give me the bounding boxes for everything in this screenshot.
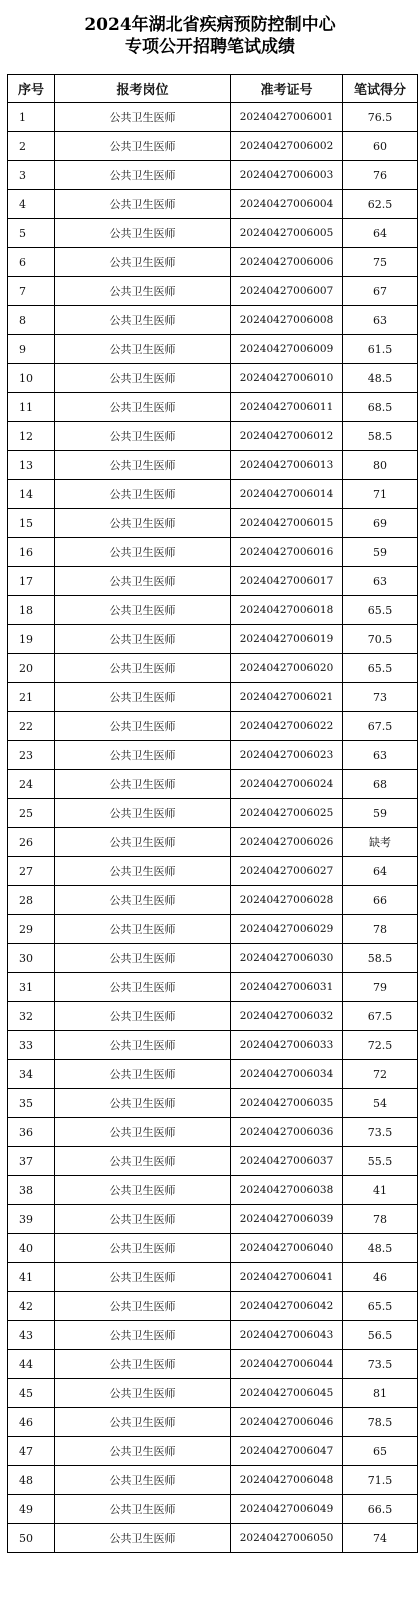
cell-seq: 22: [8, 712, 55, 741]
cell-position: 公共卫生医师: [55, 625, 231, 654]
table-row: [8, 509, 418, 538]
cell-ticket: 20240427006048: [231, 1466, 343, 1495]
cell-score: 68: [343, 770, 418, 799]
score-table: [7, 74, 418, 1553]
cell-ticket: 20240427006035: [231, 1089, 343, 1118]
cell-score: 65: [343, 1437, 418, 1466]
table-row: [8, 1524, 418, 1553]
cell-seq: 44: [8, 1350, 55, 1379]
table-row: [8, 161, 418, 190]
table-row: [8, 1350, 418, 1379]
title-line-2: 专项公开招聘笔试成绩: [125, 37, 295, 57]
cell-position: 公共卫生医师: [55, 248, 231, 277]
table-row: [8, 1089, 418, 1118]
cell-score: 80: [343, 451, 418, 480]
cell-position: 公共卫生医师: [55, 103, 231, 132]
cell-ticket: 20240427006047: [231, 1437, 343, 1466]
cell-ticket: 20240427006018: [231, 596, 343, 625]
cell-seq: 40: [8, 1234, 55, 1263]
cell-seq: 27: [8, 857, 55, 886]
cell-score: 67.5: [343, 1002, 418, 1031]
cell-score: 75: [343, 248, 418, 277]
cell-score: 63: [343, 306, 418, 335]
cell-position: 公共卫生医师: [55, 828, 231, 857]
table-row: [8, 480, 418, 509]
cell-ticket: 20240427006031: [231, 973, 343, 1002]
cell-seq: 17: [8, 567, 55, 596]
cell-ticket: 20240427006050: [231, 1524, 343, 1553]
table-body: [8, 103, 418, 1553]
cell-seq: 16: [8, 538, 55, 567]
table-row: [8, 219, 418, 248]
cell-seq: 15: [8, 509, 55, 538]
table-row: [8, 596, 418, 625]
cell-ticket: 20240427006037: [231, 1147, 343, 1176]
cell-position: 公共卫生医师: [55, 306, 231, 335]
table-row: [8, 625, 418, 654]
cell-ticket: 20240427006023: [231, 741, 343, 770]
cell-ticket: 20240427006001: [231, 103, 343, 132]
cell-position: 公共卫生医师: [55, 1002, 231, 1031]
cell-score: 41: [343, 1176, 418, 1205]
cell-seq: 19: [8, 625, 55, 654]
cell-score: 55.5: [343, 1147, 418, 1176]
cell-position: 公共卫生医师: [55, 944, 231, 973]
table-row: [8, 828, 418, 857]
table-row: [8, 422, 418, 451]
header-ticket: 准考证号: [231, 75, 343, 103]
cell-seq: 38: [8, 1176, 55, 1205]
cell-seq: 10: [8, 364, 55, 393]
cell-score: 46: [343, 1263, 418, 1292]
cell-position: 公共卫生医师: [55, 1263, 231, 1292]
table-row: [8, 567, 418, 596]
header-position: 报考岗位: [55, 75, 231, 103]
header-score: 笔试得分: [343, 75, 418, 103]
cell-score: 缺考: [343, 828, 418, 857]
cell-ticket: 20240427006026: [231, 828, 343, 857]
cell-seq: 18: [8, 596, 55, 625]
cell-ticket: 20240427006044: [231, 1350, 343, 1379]
cell-ticket: 20240427006013: [231, 451, 343, 480]
table-row: [8, 132, 418, 161]
cell-position: 公共卫生医师: [55, 1234, 231, 1263]
table-row: [8, 857, 418, 886]
table-row: [8, 683, 418, 712]
table-row: [8, 1060, 418, 1089]
cell-score: 81: [343, 1379, 418, 1408]
cell-ticket: 20240427006006: [231, 248, 343, 277]
cell-ticket: 20240427006028: [231, 886, 343, 915]
cell-score: 54: [343, 1089, 418, 1118]
cell-ticket: 20240427006010: [231, 364, 343, 393]
cell-score: 73: [343, 683, 418, 712]
cell-score: 78: [343, 1205, 418, 1234]
cell-score: 72.5: [343, 1031, 418, 1060]
cell-seq: 28: [8, 886, 55, 915]
table-row: [8, 1292, 418, 1321]
table-row: [8, 741, 418, 770]
cell-seq: 36: [8, 1118, 55, 1147]
table-row: [8, 973, 418, 1002]
cell-ticket: 20240427006019: [231, 625, 343, 654]
cell-score: 66.5: [343, 1495, 418, 1524]
table-row: [8, 306, 418, 335]
table-row: [8, 1466, 418, 1495]
table-row: [8, 1263, 418, 1292]
cell-score: 71: [343, 480, 418, 509]
cell-ticket: 20240427006003: [231, 161, 343, 190]
cell-position: 公共卫生医师: [55, 567, 231, 596]
cell-position: 公共卫生医师: [55, 886, 231, 915]
cell-position: 公共卫生医师: [55, 132, 231, 161]
table-row: [8, 538, 418, 567]
cell-score: 68.5: [343, 393, 418, 422]
cell-seq: 32: [8, 1002, 55, 1031]
table-row: [8, 277, 418, 306]
cell-score: 69: [343, 509, 418, 538]
table-row: [8, 915, 418, 944]
cell-score: 64: [343, 857, 418, 886]
cell-seq: 26: [8, 828, 55, 857]
cell-seq: 50: [8, 1524, 55, 1553]
cell-score: 76.5: [343, 103, 418, 132]
cell-position: 公共卫生医师: [55, 1350, 231, 1379]
cell-position: 公共卫生医师: [55, 364, 231, 393]
cell-ticket: 20240427006022: [231, 712, 343, 741]
cell-seq: 24: [8, 770, 55, 799]
cell-seq: 33: [8, 1031, 55, 1060]
cell-seq: 41: [8, 1263, 55, 1292]
table-row: [8, 1495, 418, 1524]
cell-seq: 21: [8, 683, 55, 712]
cell-score: 79: [343, 973, 418, 1002]
cell-seq: 39: [8, 1205, 55, 1234]
cell-score: 56.5: [343, 1321, 418, 1350]
table-row: [8, 451, 418, 480]
cell-position: 公共卫生医师: [55, 683, 231, 712]
cell-ticket: 20240427006020: [231, 654, 343, 683]
cell-ticket: 20240427006032: [231, 1002, 343, 1031]
cell-seq: 49: [8, 1495, 55, 1524]
cell-seq: 12: [8, 422, 55, 451]
cell-seq: 7: [8, 277, 55, 306]
table-row: [8, 886, 418, 915]
cell-ticket: 20240427006005: [231, 219, 343, 248]
document-title: [0, 14, 420, 58]
cell-seq: 11: [8, 393, 55, 422]
cell-position: 公共卫生医师: [55, 1118, 231, 1147]
cell-score: 78: [343, 915, 418, 944]
table-row: [8, 1379, 418, 1408]
table-row: [8, 1234, 418, 1263]
cell-ticket: 20240427006049: [231, 1495, 343, 1524]
cell-ticket: 20240427006040: [231, 1234, 343, 1263]
cell-score: 72: [343, 1060, 418, 1089]
table-row: [8, 190, 418, 219]
cell-position: 公共卫生医师: [55, 422, 231, 451]
cell-ticket: 20240427006041: [231, 1263, 343, 1292]
table-row: [8, 1176, 418, 1205]
table-row: [8, 1408, 418, 1437]
cell-position: 公共卫生医师: [55, 973, 231, 1002]
cell-seq: 9: [8, 335, 55, 364]
table-header-row: [8, 75, 418, 103]
cell-score: 76: [343, 161, 418, 190]
cell-position: 公共卫生医师: [55, 335, 231, 364]
cell-ticket: 20240427006012: [231, 422, 343, 451]
cell-seq: 23: [8, 741, 55, 770]
table-row: [8, 1321, 418, 1350]
cell-score: 48.5: [343, 1234, 418, 1263]
cell-position: 公共卫生医师: [55, 1031, 231, 1060]
cell-score: 65.5: [343, 596, 418, 625]
table-row: [8, 393, 418, 422]
cell-score: 58.5: [343, 422, 418, 451]
header-seq: 序号: [8, 75, 55, 103]
cell-seq: 20: [8, 654, 55, 683]
cell-position: 公共卫生医师: [55, 712, 231, 741]
cell-position: 公共卫生医师: [55, 1060, 231, 1089]
cell-position: 公共卫生医师: [55, 1408, 231, 1437]
cell-ticket: 20240427006046: [231, 1408, 343, 1437]
cell-seq: 45: [8, 1379, 55, 1408]
cell-ticket: 20240427006015: [231, 509, 343, 538]
table-row: [8, 364, 418, 393]
cell-seq: 3: [8, 161, 55, 190]
cell-seq: 29: [8, 915, 55, 944]
cell-position: 公共卫生医师: [55, 190, 231, 219]
cell-score: 71.5: [343, 1466, 418, 1495]
cell-position: 公共卫生医师: [55, 219, 231, 248]
cell-ticket: 20240427006009: [231, 335, 343, 364]
cell-score: 48.5: [343, 364, 418, 393]
table-row: [8, 335, 418, 364]
cell-score: 65.5: [343, 654, 418, 683]
table-row: [8, 248, 418, 277]
cell-score: 66: [343, 886, 418, 915]
cell-score: 63: [343, 741, 418, 770]
cell-position: 公共卫生医师: [55, 538, 231, 567]
cell-ticket: 20240427006042: [231, 1292, 343, 1321]
cell-seq: 25: [8, 799, 55, 828]
table-row: [8, 1031, 418, 1060]
cell-seq: 13: [8, 451, 55, 480]
cell-seq: 42: [8, 1292, 55, 1321]
cell-position: 公共卫生医师: [55, 1495, 231, 1524]
table-row: [8, 944, 418, 973]
cell-ticket: 20240427006008: [231, 306, 343, 335]
cell-score: 73.5: [343, 1350, 418, 1379]
cell-score: 73.5: [343, 1118, 418, 1147]
cell-seq: 47: [8, 1437, 55, 1466]
cell-score: 59: [343, 538, 418, 567]
cell-score: 63: [343, 567, 418, 596]
table-row: [8, 103, 418, 132]
cell-position: 公共卫生医师: [55, 1176, 231, 1205]
cell-position: 公共卫生医师: [55, 1321, 231, 1350]
cell-ticket: 20240427006043: [231, 1321, 343, 1350]
cell-ticket: 20240427006024: [231, 770, 343, 799]
cell-ticket: 20240427006004: [231, 190, 343, 219]
cell-seq: 14: [8, 480, 55, 509]
cell-position: 公共卫生医师: [55, 596, 231, 625]
cell-position: 公共卫生医师: [55, 1379, 231, 1408]
cell-score: 61.5: [343, 335, 418, 364]
cell-score: 67.5: [343, 712, 418, 741]
cell-position: 公共卫生医师: [55, 509, 231, 538]
cell-position: 公共卫生医师: [55, 451, 231, 480]
cell-ticket: 20240427006002: [231, 132, 343, 161]
cell-score: 78.5: [343, 1408, 418, 1437]
cell-seq: 8: [8, 306, 55, 335]
cell-ticket: 20240427006045: [231, 1379, 343, 1408]
cell-seq: 1: [8, 103, 55, 132]
cell-position: 公共卫生医师: [55, 1466, 231, 1495]
cell-seq: 46: [8, 1408, 55, 1437]
cell-score: 58.5: [343, 944, 418, 973]
cell-score: 62.5: [343, 190, 418, 219]
cell-position: 公共卫生医师: [55, 1437, 231, 1466]
table-row: [8, 1205, 418, 1234]
cell-ticket: 20240427006030: [231, 944, 343, 973]
cell-position: 公共卫生医师: [55, 654, 231, 683]
cell-position: 公共卫生医师: [55, 857, 231, 886]
cell-seq: 4: [8, 190, 55, 219]
cell-position: 公共卫生医师: [55, 1205, 231, 1234]
cell-score: 64: [343, 219, 418, 248]
cell-score: 60: [343, 132, 418, 161]
cell-seq: 35: [8, 1089, 55, 1118]
cell-position: 公共卫生医师: [55, 1089, 231, 1118]
cell-position: 公共卫生医师: [55, 1147, 231, 1176]
cell-position: 公共卫生医师: [55, 1292, 231, 1321]
table-row: [8, 654, 418, 683]
table-row: [8, 712, 418, 741]
cell-ticket: 20240427006039: [231, 1205, 343, 1234]
cell-ticket: 20240427006025: [231, 799, 343, 828]
table-row: [8, 799, 418, 828]
cell-seq: 6: [8, 248, 55, 277]
cell-position: 公共卫生医师: [55, 161, 231, 190]
cell-position: 公共卫生医师: [55, 1524, 231, 1553]
cell-score: 67: [343, 277, 418, 306]
cell-ticket: 20240427006036: [231, 1118, 343, 1147]
cell-seq: 43: [8, 1321, 55, 1350]
cell-position: 公共卫生医师: [55, 915, 231, 944]
table-row: [8, 1147, 418, 1176]
cell-position: 公共卫生医师: [55, 480, 231, 509]
cell-score: 59: [343, 799, 418, 828]
cell-ticket: 20240427006038: [231, 1176, 343, 1205]
cell-ticket: 20240427006014: [231, 480, 343, 509]
cell-seq: 48: [8, 1466, 55, 1495]
cell-ticket: 20240427006017: [231, 567, 343, 596]
cell-position: 公共卫生医师: [55, 741, 231, 770]
cell-seq: 31: [8, 973, 55, 1002]
table-row: [8, 770, 418, 799]
cell-score: 74: [343, 1524, 418, 1553]
cell-ticket: 20240427006021: [231, 683, 343, 712]
table-row: [8, 1118, 418, 1147]
cell-ticket: 20240427006011: [231, 393, 343, 422]
cell-position: 公共卫生医师: [55, 770, 231, 799]
cell-ticket: 20240427006007: [231, 277, 343, 306]
cell-seq: 5: [8, 219, 55, 248]
cell-ticket: 20240427006027: [231, 857, 343, 886]
title-line-1: 2024年湖北省疾病预防控制中心: [84, 15, 336, 35]
table-row: [8, 1437, 418, 1466]
cell-score: 65.5: [343, 1292, 418, 1321]
cell-seq: 30: [8, 944, 55, 973]
cell-ticket: 20240427006029: [231, 915, 343, 944]
cell-seq: 2: [8, 132, 55, 161]
cell-ticket: 20240427006016: [231, 538, 343, 567]
cell-ticket: 20240427006034: [231, 1060, 343, 1089]
cell-ticket: 20240427006033: [231, 1031, 343, 1060]
cell-position: 公共卫生医师: [55, 393, 231, 422]
cell-seq: 34: [8, 1060, 55, 1089]
cell-position: 公共卫生医师: [55, 277, 231, 306]
cell-score: 70.5: [343, 625, 418, 654]
table-row: [8, 1002, 418, 1031]
cell-position: 公共卫生医师: [55, 799, 231, 828]
cell-seq: 37: [8, 1147, 55, 1176]
